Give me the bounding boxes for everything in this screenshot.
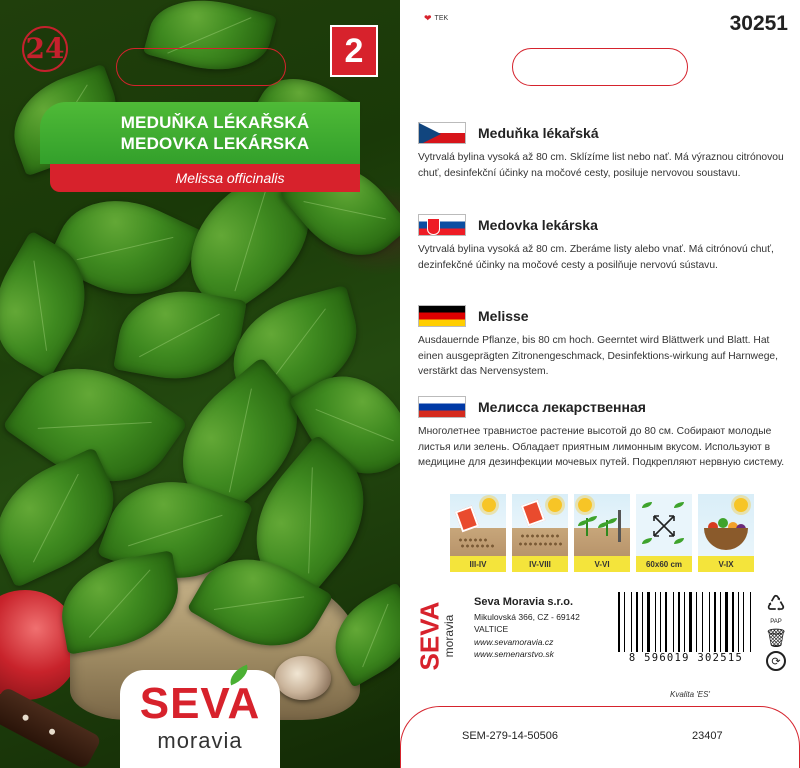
schedule-item [574, 494, 630, 572]
tek-badge [424, 13, 448, 24]
logo-sub: moravia [157, 728, 243, 753]
schedule-item [512, 494, 568, 572]
sowing-outdoor-icon [512, 494, 568, 556]
heart-icon: ❤ [424, 13, 432, 23]
product-code: 30251 [729, 12, 788, 35]
hang-hole-back [512, 48, 688, 86]
company-name: Seva Moravia s.r.o. [474, 596, 574, 608]
packet-back [400, 0, 800, 768]
seva-moravia-logo [120, 670, 280, 768]
slovak-flag-icon [418, 214, 466, 236]
company-address: Mikulovská 366, CZ - 69142 [474, 611, 580, 622]
schedule-label: V-IX [698, 556, 754, 572]
schedule-item [698, 494, 754, 572]
schedule-label: V-VI [574, 556, 630, 572]
company-city: VALTICE [474, 624, 509, 634]
company-info [474, 596, 614, 661]
hang-hole [116, 48, 286, 86]
schedule-label: IV-VIII [512, 556, 568, 572]
lang-text: Vytrvalá bylina vysoká až 80 cm. Sklízíme list nebo nať. Má výraznou citrónovou chuť, desinfekční účinky na močové cesty, posiluje nervovou soustavu. [418, 152, 784, 179]
variety-number-badge: 2 [330, 25, 378, 77]
brand-emblem [22, 26, 68, 72]
company-web-cz[interactable]: www.sevamoravia.cz [474, 636, 554, 647]
recycling-marks [760, 592, 792, 671]
sem-code: SEM-279-14-50506 [462, 730, 559, 742]
russian-flag-icon [418, 396, 466, 418]
bottom-strip [400, 706, 800, 768]
description-de [418, 305, 790, 380]
company-web-sk[interactable]: www.semenarstvo.sk [474, 649, 554, 659]
schedule-item [450, 494, 506, 572]
seva-vertical-logo [416, 590, 456, 682]
sowing-indoor-icon [450, 494, 506, 556]
logo-brand: SEVA [139, 679, 261, 728]
description-cz [418, 122, 790, 181]
lang-text: Vytrvalá bylina vysoká až 80 cm. Zberáme listy alebo vnať. Má citrónovú chuť, dezinfekčné účinky na močové cesty a posilňuje nervovú sústavu. [418, 244, 774, 271]
spacing-icon [636, 494, 692, 556]
logo-sub-vertical: moravia [442, 614, 456, 658]
czech-flag-icon [418, 122, 466, 144]
lang-text: Ausdauernde Pflanze, bis 80 cm hoch. Geerntet wird Blättwerk und Blatt. Hat einen ausgeprägten Zitronengeschmack, Desinfektions-wirkung auf Harnwege, verstärkt das Nervensystem. [418, 335, 779, 377]
green-dot-icon: ⟳ [766, 651, 786, 671]
title-sk: MEDOVKA LEKÁRSKA [120, 134, 310, 153]
lang-title: Medovka lekárska [478, 217, 598, 233]
lang-title: Мелисса лекарственная [478, 399, 646, 415]
barcode-bars [618, 592, 754, 654]
barcode [618, 592, 754, 672]
planting-out-icon [574, 494, 630, 556]
circled-24-emblem-icon: 24 [25, 32, 65, 65]
german-flag-icon [418, 305, 466, 327]
logo-brand-vertical: SEVA [414, 601, 445, 671]
growing-schedule [450, 494, 754, 572]
barcode-number: 8 596019 302515 [618, 652, 754, 664]
recycle-label: PAP [770, 619, 782, 625]
schedule-label: 60x60 cm [636, 556, 692, 572]
title-cz: MEDUŇKA LÉKAŘSKÁ [120, 113, 310, 132]
description-sk [418, 214, 790, 273]
latin-name: Melissa officinalis [50, 164, 360, 192]
product-title [40, 102, 360, 164]
lang-title: Melisse [478, 308, 529, 324]
product-title-box [40, 102, 360, 194]
tek-label: TEK [434, 15, 449, 22]
description-ru [418, 396, 790, 471]
trash-bin-icon: 🗑 [764, 628, 788, 648]
schedule-label: III-IV [450, 556, 506, 572]
schedule-item [636, 494, 692, 572]
quality-note: Kvalita 'ES' [670, 690, 710, 699]
lang-title: Meduňka lékařská [478, 125, 599, 141]
lang-text: Многолетнее травнистое растение высотой до 80 см. Собирают молодые листья или зелень. Обладает приятным лимонным вкусом. Используют в медицине для дезинфекции мочевых путей. Подкрепляют нервную систему. [418, 426, 785, 468]
recycle-icon: ♺ [766, 591, 786, 616]
lot-number: 23407 [692, 730, 723, 742]
harvest-bowl-icon [698, 494, 754, 556]
